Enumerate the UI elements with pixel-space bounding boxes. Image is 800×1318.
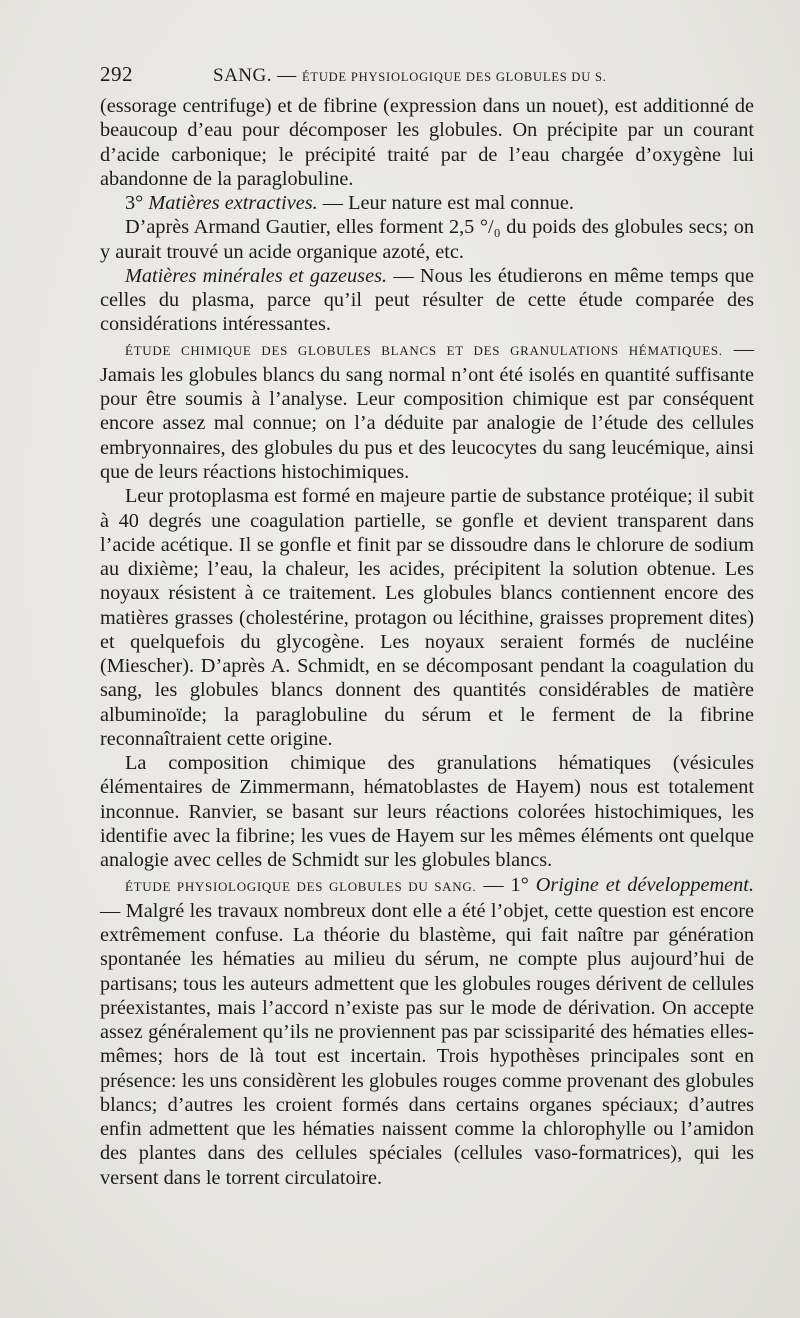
section-heading: Matières minérales et gazeuses. xyxy=(125,264,388,287)
section-number: 3° xyxy=(125,192,144,215)
running-head-separator: — xyxy=(271,65,302,86)
subsection-heading: Origine et développement. xyxy=(528,873,755,896)
running-head xyxy=(213,65,607,87)
body-text xyxy=(100,94,754,1190)
paragraph-7: La composition chimique des granulations hématiques (vésicules élémentaires de Zimmermann, hématoblastes de Hayem) nous est totalement inconnue. Ranvier, se basant sur leurs réactions colorées histochimiques, les identifie avec la fibrine; les vues de Hayem sur les mêmes éléments ont quelque analogie avec celles de Schmidt sur les globules blancs. xyxy=(100,752,754,872)
paragraph-2 xyxy=(100,191,754,215)
section-heading: ÉTUDE PHYSIOLOGIQUE DES GLOBULES DU SANG. xyxy=(125,878,477,894)
section-heading: ÉTUDE CHIMIQUE DES GLOBULES BLANCS ET DES GRANULATIONS HÉMATIQUES. xyxy=(125,342,723,358)
running-head-subtitle: ÉTUDE PHYSIOLOGIQUE DES GLOBULES DU S. xyxy=(301,70,607,84)
paragraph-3: D’après Armand Gautier, elles forment 2,5 °/₀ du poids des globules secs; on y aurait trouvé un acide organique azoté, etc. xyxy=(100,216,754,263)
paragraph-text: — Nous les étudierons en même temps que celles du plasma, parce qu’il peut résulter de cette étude comparée des considérations intéressantes. xyxy=(100,264,754,336)
page-number: 292 xyxy=(100,62,133,86)
page-header xyxy=(100,62,760,88)
paragraph-5 xyxy=(100,337,754,485)
paragraph-text: — Malgré les travaux nombreux dont elle a été l’objet, cette question est encore extrêmement confuse. La théorie du blastème, qui fait naître par génération spontanée les hématies au milieu du sérum, ne compte plus aujourd’hui de partisans; tous les auteurs admettent que les globules rouges dérivent de cellules préexistantes, mais l’accord n’existe pas sur le mode de dérivation. On accepte assez généralement qu’ils ne proviennent pas par scissiparité des hématies elles-mêmes; hors de là tout est incertain. Trois hypothèses principales sont en présence: les uns considèrent les globules rouges comme provenant des globules blancs; d’autres les croient formés dans certains organes spéciaux; d’autres enfin admettent que les hématies naissent comme la chlorophylle ou l’amidon des plantes dans des cellules spéciales (cellules vaso-formatrices), qui les versent dans le torrent circulatoire. xyxy=(100,899,754,1189)
paragraph-1: (essorage centrifuge) et de fibrine (expression dans un nouet), est additionné de beaucoup d’eau pour décomposer les globules. On précipite par un courant d’acide carbonique; le précipité traité par de l’eau chargée d’oxygène lui abandonne de la paraglobuline. xyxy=(100,95,754,190)
section-heading: Matières extractives. xyxy=(148,192,318,215)
section-number: 1° xyxy=(510,873,529,896)
running-head-title: SANG. xyxy=(213,65,272,86)
heading-separator: — xyxy=(476,873,511,896)
paragraph-4 xyxy=(100,264,754,337)
paragraph-text: — Jamais les globules blancs du sang normal n’ont été isolés en quantité suffisante pour être soumis à l’analyse. Leur composition chimique est par conséquent encore assez mal connue; on l’a déduite par analogie de l’étude des cellules embryonnaires, des globules du pus et des leucocytes du sang leucémique, ainsi que de leurs réactions histochimiques. xyxy=(100,337,754,483)
paragraph-6: Leur protoplasma est formé en majeure partie de substance protéique; il subit à 40 degrés une coagulation partielle, se gonfle et devient transparent dans l’acide acétique. Il se gonfle et finit par se dissoudre dans le chlorure de sodium au dixième; l’eau, la chaleur, les acides, précipitent la solution obtenue. Les noyaux résistent à ce traitement. Les globules blancs contiennent encore des matières grasses (cholestérine, protagon ou lécithine, graisses proprement dites) et quelquefois du glycogène. Les noyaux seraient formés de nucléine (Miescher). D’après A. Schmidt, en se décomposant pendant la coagulation du sang, les globules blancs donnent des quantités considérables de matière albuminoïde; la paraglobuline du sérum et le ferment de la fibrine reconnaîtraient cette origine. xyxy=(100,485,754,750)
paragraph-8 xyxy=(100,873,754,1190)
paragraph-text: — Leur nature est mal connue. xyxy=(317,192,574,215)
